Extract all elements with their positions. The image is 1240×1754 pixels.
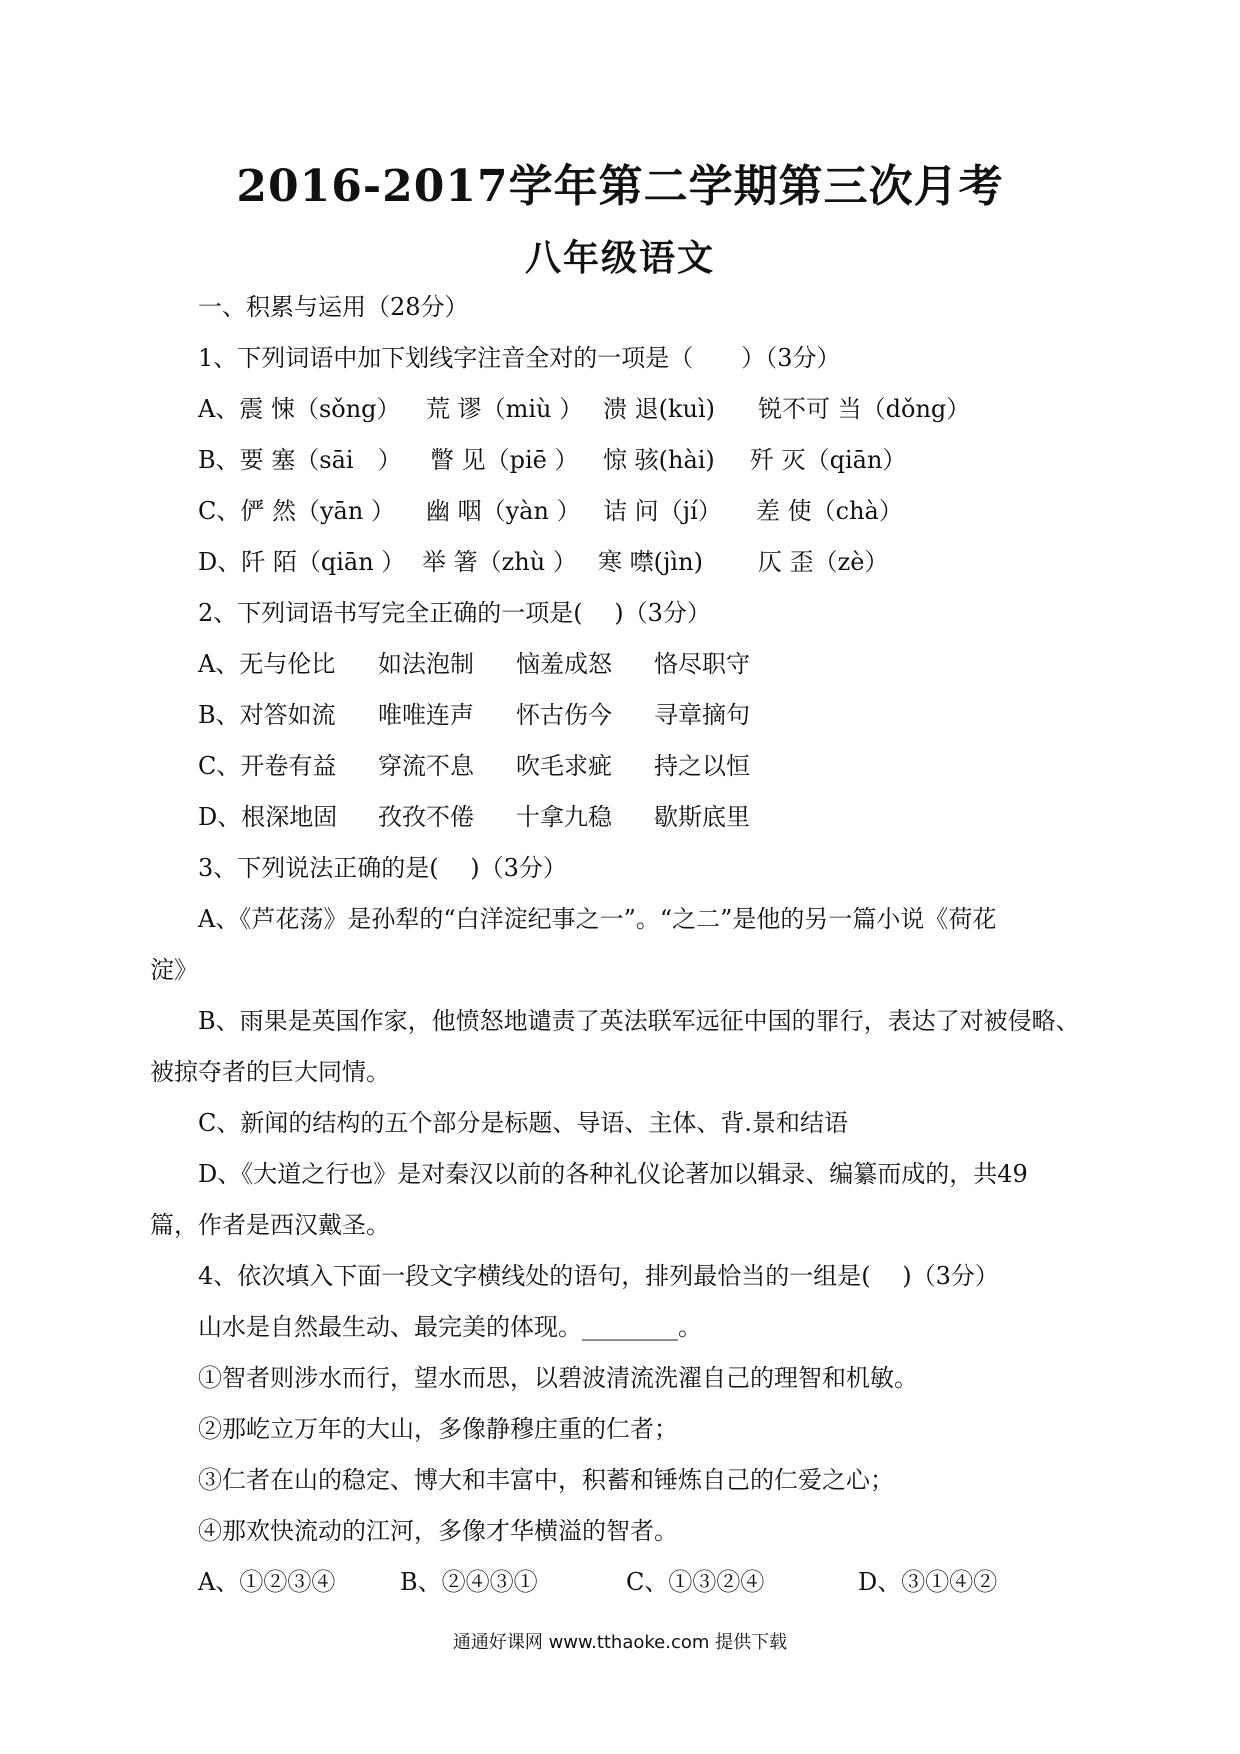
- option-item: 如法泡制: [378, 650, 474, 678]
- option-item: A、震 悚（sǒng）: [198, 395, 401, 423]
- question-4-sentence-2: ②那屹立万年的大山，多像静穆庄重的仁者；: [198, 1415, 678, 1443]
- exam-title: 2016-2017学年第二学期第三次月考: [236, 161, 1004, 212]
- option-item: 穿流不息: [378, 752, 474, 780]
- question-4-sentence-3: ③仁者在山的稳定、博大和丰富中，积蓄和锤炼自己的仁爱之心；: [198, 1466, 894, 1494]
- option-item: D、阡 陌（qiān ）: [198, 548, 406, 576]
- exam-subtitle: 八年级语文: [524, 237, 715, 279]
- question-4-text: 山水是自然最生动、最完美的体现。________。: [198, 1313, 702, 1341]
- question-3-option-b: B、雨果是英国作家，他愤怒地谴责了英法联军远征中国的罪行，表达了对被侵略、: [198, 1007, 1080, 1035]
- option-item: 怀古伤今: [516, 701, 612, 729]
- option-item: B、②④③①: [400, 1568, 538, 1596]
- question-3-option-a: A、《芦花荡》是孙犁的“白洋淀纪事之一”。“之二”是他的另一篇小说《荷花: [198, 905, 997, 933]
- option-item: C、开卷有益: [198, 752, 337, 780]
- question-4-sentence-1: ①智者则涉水而行，望水而思，以碧波清流洗濯自己的理智和机敏。: [198, 1364, 918, 1392]
- question-3-option-b-cont: 被掠夺者的巨大同情。: [150, 1058, 390, 1086]
- option-item: 差 使（chà）: [756, 497, 903, 525]
- option-item: A、①②③④: [198, 1568, 336, 1596]
- option-item: C、俨 然（yān ）: [198, 497, 395, 525]
- option-item: 锐不可 当（dǒng）: [758, 395, 971, 423]
- question-4-sentence-4: ④那欢快流动的江河，多像才华横溢的智者。: [198, 1517, 678, 1545]
- option-item: 唯唯连声: [378, 701, 474, 729]
- option-item: D、根深地固: [198, 803, 338, 831]
- question-3-option-d-cont: 篇，作者是西汉戴圣。: [150, 1211, 390, 1239]
- option-item: 诘 问（jí）: [603, 497, 722, 525]
- option-item: 持之以恒: [654, 752, 750, 780]
- option-item: 歇斯底里: [654, 803, 750, 831]
- question-2-stem: 2、下列词语书写完全正确的一项是( )（3分）: [198, 599, 711, 627]
- option-item: 孜孜不倦: [378, 803, 474, 831]
- option-item: 歼 灭（qiān）: [750, 446, 907, 474]
- question-1-stem: 1、下列词语中加下划线字注音全对的一项是（ ）（3分）: [198, 344, 841, 372]
- option-item: 寻章摘句: [654, 701, 750, 729]
- option-item: 恼羞成怒: [516, 650, 612, 678]
- option-item: 幽 咽（yàn ）: [426, 497, 581, 525]
- question-3-option-c: C、新闻的结构的五个部分是标题、导语、主体、背.景和结语: [198, 1109, 848, 1137]
- option-item: B、对答如流: [198, 701, 336, 729]
- option-item: B、要 塞（sāi ）: [198, 446, 402, 474]
- option-item: 举 箸（zhù ）: [422, 548, 577, 576]
- option-item: A、无与伦比: [198, 650, 336, 678]
- option-item: 瞥 见（piē ）: [430, 446, 579, 474]
- option-item: 溃 退(kuì): [603, 395, 716, 423]
- page-footer: 通通好课网 www.tthaoke.com 提供下载: [452, 1632, 788, 1653]
- option-item: 寒 噤(jìn): [598, 548, 703, 576]
- option-item: 仄 歪（zè）: [758, 548, 889, 576]
- option-item: 惊 骇(hài): [603, 446, 715, 474]
- option-item: 十拿九稳: [516, 803, 612, 831]
- question-4-stem: 4、依次填入下面一段文字横线处的语句，排列最恰当的一组是( )（3分）: [198, 1262, 999, 1290]
- option-item: C、①③②④: [626, 1568, 765, 1596]
- option-item: D、③①④②: [858, 1568, 998, 1596]
- question-3-option-d: D、《大道之行也》是对秦汉以前的各种礼仪论著加以辑录、编纂而成的，共49: [198, 1160, 1028, 1188]
- option-item: 荒 谬（miù ）: [426, 395, 584, 423]
- option-item: 恪尽职守: [654, 650, 750, 678]
- section-heading: 一、积累与运用（28分）: [198, 293, 469, 321]
- question-3-stem: 3、下列说法正确的是( )（3分）: [198, 854, 567, 882]
- option-item: 吹毛求疵: [516, 752, 612, 780]
- question-3-option-a-cont: 淀》: [150, 956, 198, 984]
